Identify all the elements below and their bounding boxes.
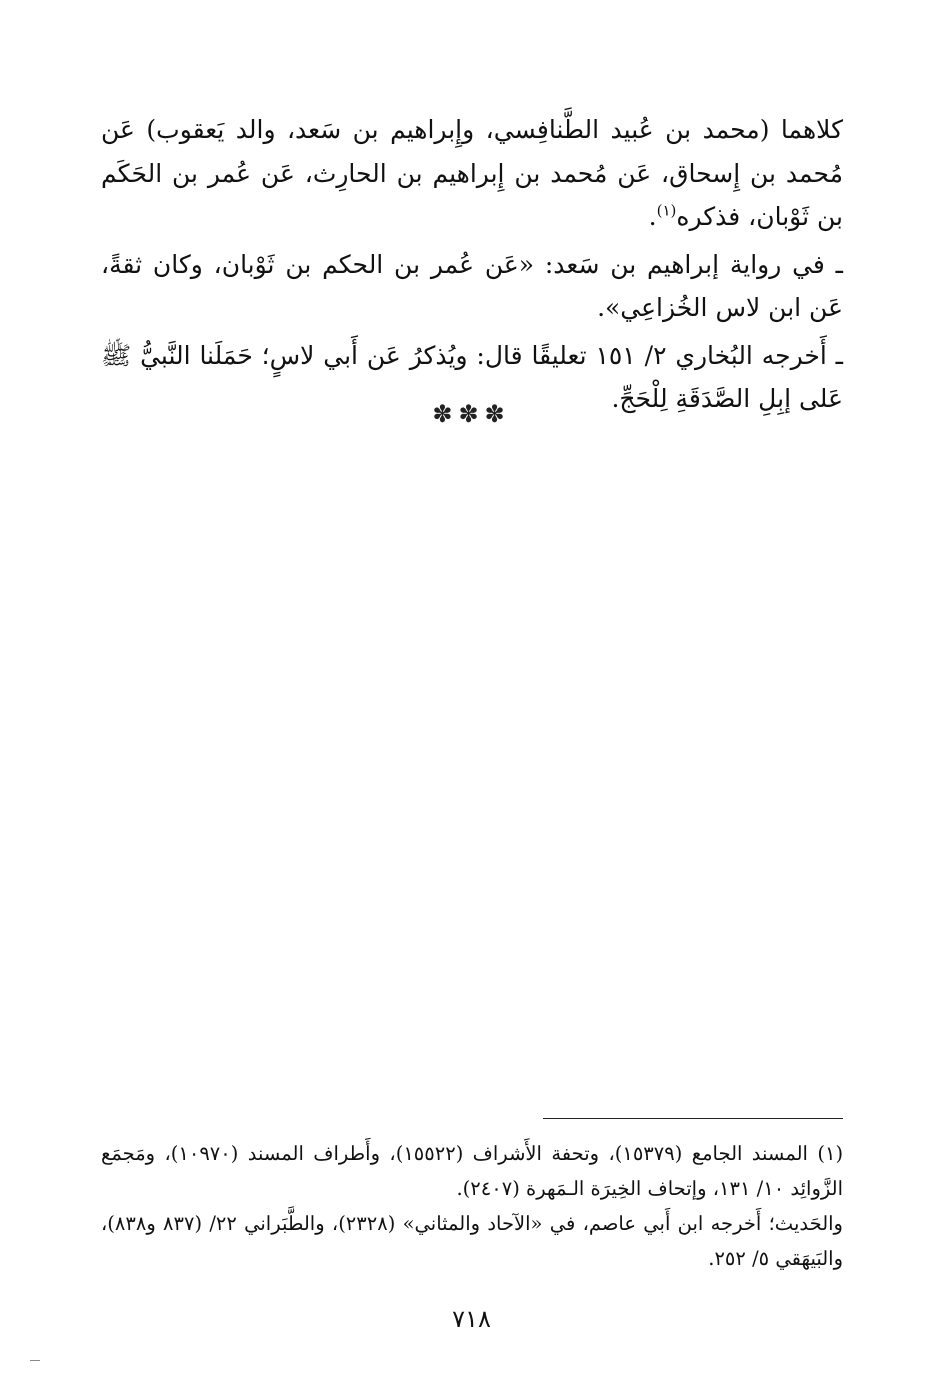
paragraph-isnad-text: كلاهما (محمد بن عُبيد الطَّنافِسي، وإِبراهيم بن سَعد، والد يَعقوب) عَن مُحمد بن إِسحاق، عَن مُحمد بن إِبراهيم بن الحارِث، عَن عُمر بن الحَكَم بن ثَوْبان، فذكره: [101, 115, 843, 231]
footnote-reference: (١): [656, 201, 677, 220]
section-separator: ✽✽✽: [432, 400, 511, 428]
paragraph-narration-note: ـ في رواية إبراهيم بن سَعد: «عَن عُمر بن الحكم بن ثَوْبان، وكان ثقةً، عَن ابن لاس الخُزاعِي».: [101, 249, 843, 322]
footnote-divider: [543, 1118, 843, 1119]
footnote-1: (١) المسند الجامع (١٥٣٧٩)، وتحفة الأَشراف (١٥٥٢٢)، وأَطراف المسند (١٠٩٧٠)، ومَجمَع الزَّوائِد ١٠/ ١٣١، وإتحاف الخِيرَة الـمَهرة (٢٤٠٧).: [101, 1142, 844, 1200]
page-number: ٧١٨: [452, 1305, 491, 1333]
footnotes: [101, 1136, 843, 1276]
main-text: [101, 108, 843, 425]
paragraph-bukhari-note: ـ أَخرجه البُخاري ٢/ ١٥١ تعليقًا قال: ويُذكرُ عَن أَبي لاسٍ؛ حَمَلَنا النَّبيُّ ﷺ عَلى إبِلِ الصَّدَقَةِ لِلْحَجِّ.: [101, 340, 844, 413]
paragraph-isnad: [101, 108, 843, 239]
footnote-2: والحَديث؛ أَخرجه ابن أَبي عاصم، في «الآحاد والمثاني» (٢٣٢٨)، والطَّبَراني ٢٢/ (٨٣٧ و٨٣٨)، والبَيهَقي ٥/ ٢٥٢.: [101, 1212, 843, 1270]
paragraph-isnad-end: .: [648, 202, 657, 231]
scan-mark: [30, 1360, 40, 1361]
